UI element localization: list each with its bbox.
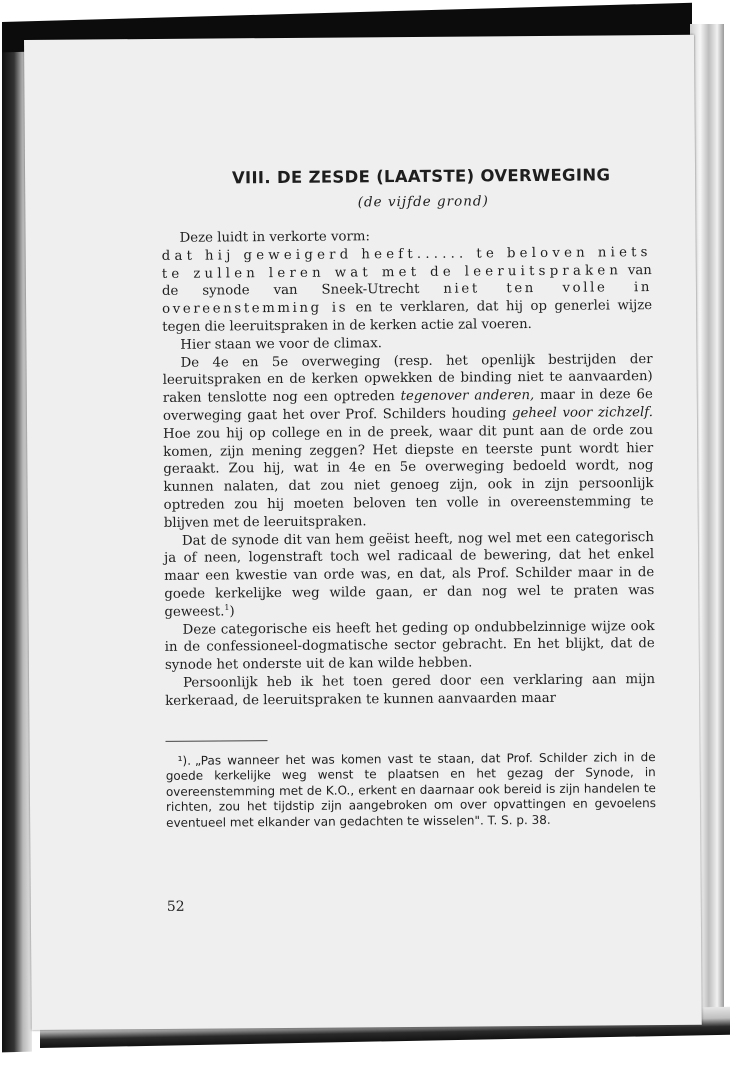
book-page bbox=[24, 35, 702, 1030]
chapter-heading: VIII. DE ZESDE (LAATSTE) OVERWEGING bbox=[231, 165, 611, 188]
paragraph-3-text-c: Hoe zou hij op college en in de preek, waar dit punt aan de orde zou komen, zijn mening zeggen? Het diepste en teerste punt wordt hier geraakt. Zou hij, wat in 4e en 5e overweging bedoeld wordt, nog kunnen nalaten, dat zou niet genoeg zijn, ook in zijn persoonlijk optreden zou hij moeten beloven ten volle in overeenstemming te blijven met de leeruitspraken. bbox=[163, 422, 654, 531]
paragraph-4 bbox=[164, 529, 655, 622]
paragraph-3-italic-2: geheel voor zichzelf. bbox=[511, 405, 654, 422]
footnote-text: „Pas wanneer het was komen vast te staan, dat Prof. Schilder zich in de goede kerkelijke weg wenst te plaatsen en het gezag der Synode, in overeenstemming met de K.O., erkent en daarnaar ook bereid is zijn handelen te richten, zou het tijdstip zijn aangebroken om over opvattingen en gevoelens eventueel met elkander van gedachten te wisselen". T. S. p. 38. bbox=[165, 749, 657, 830]
page-number: 52 bbox=[166, 898, 185, 915]
footnote-mark: ¹). bbox=[177, 753, 192, 768]
paragraph-1-text-b: en te verklaren, dat hij op generlei wijze tegen die leeruitspraken in de kerken actie zal voeren. bbox=[162, 298, 653, 335]
footnote-divider bbox=[166, 740, 268, 742]
paragraph-1-text-a: van de synode van Sneek-Utrecht bbox=[161, 262, 652, 300]
paragraph-1 bbox=[162, 244, 653, 337]
body-text bbox=[161, 226, 655, 710]
chapter-subheading: (de vijfde grond) bbox=[357, 193, 489, 211]
paragraph-2: Hier staan we voor de climax. bbox=[180, 335, 382, 353]
paragraph-3 bbox=[162, 351, 653, 533]
footnote-paragraph bbox=[166, 750, 657, 831]
paragraph-4-text: Dat de synode dit van hem geëist heeft, nog wel met een categorisch ja of neen, logenstraft toch wel radicaal de bewering, dat het enkel maar een kwestie van orde was, en dat, als Prof. Schilder maar in de goede kerkelijke weg wilde gaan, er dan nog wel te praten was geweest. bbox=[164, 529, 655, 620]
paragraph-5: Deze categorische eis heeft het geding op ondubbelzinnige wijze ook in de confessioneel-dogmatische sector gebracht. En het blijkt, dat de synode het onderste uit de kan wilde hebben. bbox=[164, 618, 655, 674]
footnote bbox=[166, 750, 657, 831]
spaced-emphasis-b: niet ten volle in overeenstemming is bbox=[162, 280, 653, 318]
footnote-reference-close: ) bbox=[229, 604, 235, 620]
spaced-emphasis-a: dat hij geweigerd heeft...... te beloven niets te zullen leren wat met de leeruitspraken bbox=[161, 244, 652, 282]
page-content bbox=[161, 165, 656, 831]
paragraph-3-text-a: De 4e en 5e overweging (resp. het openlijk bestrijden der leeruitspraken en de kerken opwekken de binding niet te aanvaarden) raken tenslotte nog een optreden bbox=[162, 351, 653, 407]
paragraph-1-lead: Deze luidt in verkorte vorm: bbox=[179, 229, 371, 246]
paragraph-6: Persoonlijk heb ik het toen gered door een verklaring aan mijn kerkeraad, de leeruitspraken te kunnen aanvaarden maar bbox=[165, 671, 656, 709]
paragraph-3-text-b: maar in deze 6e overweging gaat het over Prof. Schilders houding bbox=[162, 387, 653, 424]
paragraph-3-italic-1: tegenover anderen, bbox=[400, 388, 535, 405]
footnote-reference: 1 bbox=[224, 602, 230, 612]
